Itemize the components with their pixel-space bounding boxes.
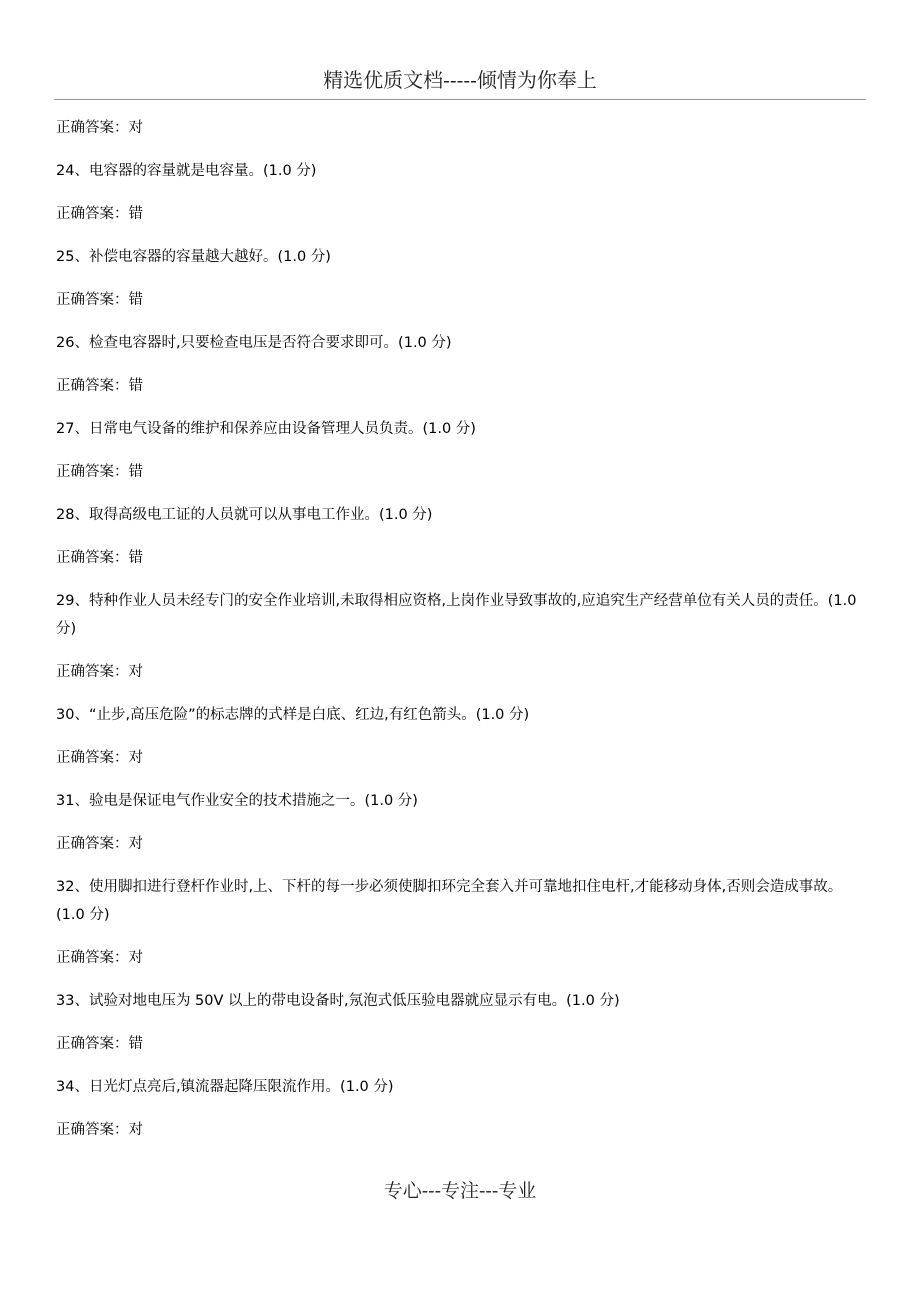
question-25: 25、补偿电容器的容量越大越好。(1.0 分) bbox=[56, 249, 331, 265]
answer-30: 正确答案：对 bbox=[56, 750, 143, 766]
answer-32: 正确答案：对 bbox=[56, 950, 143, 966]
answer-23: 正确答案：对 bbox=[56, 120, 143, 136]
answer-34: 正确答案：对 bbox=[56, 1122, 143, 1138]
question-27: 27、日常电气设备的维护和保养应由设备管理人员负责。(1.0 分) bbox=[56, 421, 476, 437]
answer-28: 正确答案：错 bbox=[56, 550, 143, 566]
question-29: 29、特种作业人员未经专门的安全作业培训,未取得相应资格,上岗作业导致事故的,应追究生产经营单位有关人员的责任。(1.0 分) bbox=[56, 593, 857, 637]
document-body bbox=[56, 114, 868, 1159]
question-31: 31、验电是保证电气作业安全的技术措施之一。(1.0 分) bbox=[56, 793, 418, 809]
question-26: 26、检查电容器时,只要检查电压是否符合要求即可。(1.0 分) bbox=[56, 335, 452, 351]
question-34: 34、日光灯点亮后,镇流器起降压限流作用。(1.0 分) bbox=[56, 1079, 394, 1095]
answer-24: 正确答案：错 bbox=[56, 206, 143, 222]
question-28: 28、取得高级电工证的人员就可以从事电工作业。(1.0 分) bbox=[56, 507, 433, 523]
answer-25: 正确答案：错 bbox=[56, 292, 143, 308]
answer-31: 正确答案：对 bbox=[56, 836, 143, 852]
answer-29: 正确答案：对 bbox=[56, 664, 143, 680]
question-32: 32、使用脚扣进行登杆作业时,上、下杆的每一步必须使脚扣环完全套入并可靠地扣住电杆,才能移动身体,否则会造成事故。(1.0 分) bbox=[56, 879, 843, 923]
answer-33: 正确答案：错 bbox=[56, 1036, 143, 1052]
header-divider bbox=[54, 99, 866, 100]
answer-26: 正确答案：错 bbox=[56, 378, 143, 394]
page-footer: 专心---专注---专业 bbox=[383, 1180, 537, 1202]
answer-27: 正确答案：错 bbox=[56, 464, 143, 480]
question-24: 24、电容器的容量就是电容量。(1.0 分) bbox=[56, 163, 317, 179]
question-30: 30、“止步,高压危险”的标志牌的式样是白底、红边,有红色箭头。(1.0 分) bbox=[56, 707, 530, 723]
question-33: 33、试验对地电压为 50V 以上的带电设备时,氖泡式低压验电器就应显示有电。(1.0 分) bbox=[56, 993, 620, 1009]
page-header: 精选优质文档-----倾情为你奉上 bbox=[323, 68, 597, 92]
